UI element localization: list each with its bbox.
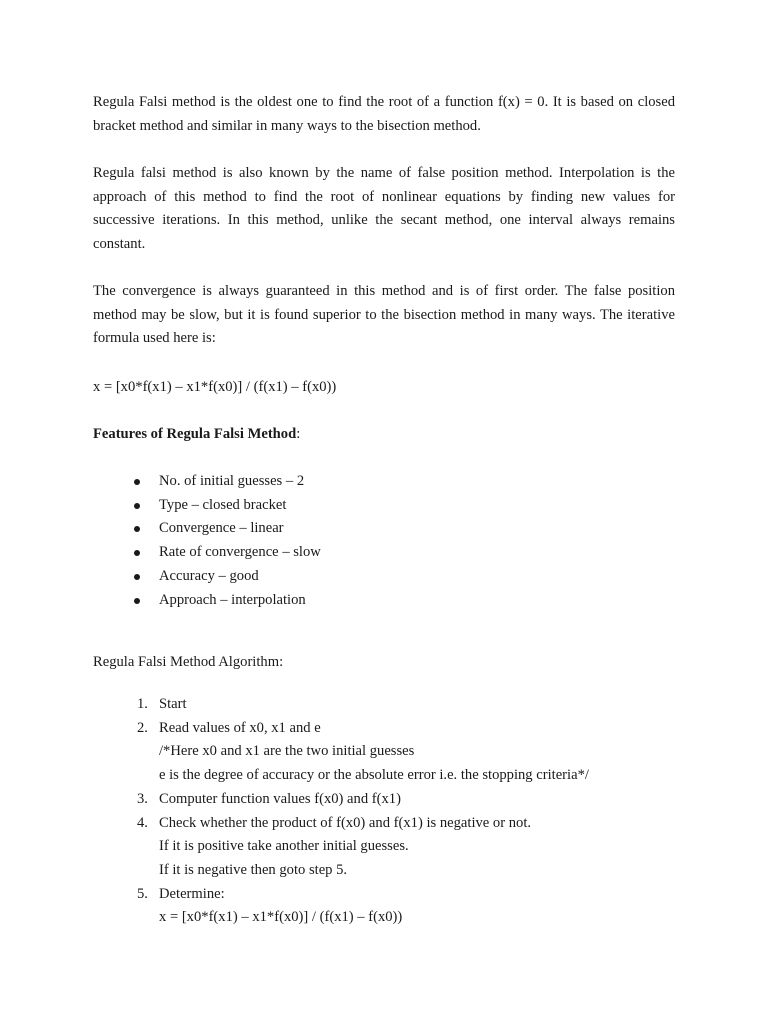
list-item [132, 541, 321, 565]
list-item [132, 693, 589, 717]
algorithm-steps [132, 693, 589, 930]
feature-text: Rate of convergence – slow [159, 544, 321, 561]
step-text: Computer function values f(x0) and f(x1) [159, 790, 401, 807]
bullet-dot-icon [134, 550, 140, 556]
list-item [132, 788, 589, 812]
features-heading-title: Features of Regula Falsi Method [93, 426, 297, 442]
feature-text: No. of initial guesses – 2 [159, 473, 305, 489]
list-item [132, 589, 321, 613]
convergence-paragraph: The convergence is always guaranteed in this method and is of first order. The false position method may be slow, but it is found superior to the bisection method in many ways. The iterative formula used here is: [93, 283, 675, 347]
step-number: 5. [137, 885, 148, 902]
step-number: 2. [137, 719, 148, 736]
list-item [132, 565, 321, 589]
step-text: Check whether the product of f(x0) and f(x1) is negative or not. [159, 814, 532, 831]
bullet-dot-icon [134, 526, 140, 532]
step-subtext: e is the degree of accuracy or the absolute error i.e. the stopping criteria*/ [159, 767, 589, 784]
algorithm-heading: Regula Falsi Method Algorithm: [93, 654, 284, 670]
definition-paragraph: Regula falsi method is also known by the name of false position method. Interpolation is the approach of this method to find the root of nonlinear equations by finding new values for successive iterations. In this method, unlike the secant method, one interval always remains constant. [93, 165, 675, 253]
step-subtext: If it is negative then goto step 5. [159, 861, 348, 878]
features-heading-colon: : [296, 426, 301, 442]
list-item [132, 883, 589, 930]
bullet-dot-icon [134, 598, 140, 604]
step-text: Start [159, 696, 187, 712]
iterative-formula: x = [x0*f(x1) – x1*f(x0)] / (f(x1) – f(x0)) [93, 379, 337, 395]
list-item [132, 812, 589, 883]
step-text: Read values of x0, x1 and e [159, 719, 321, 736]
step-number: 3. [137, 790, 148, 807]
feature-text: Approach – interpolation [159, 591, 306, 608]
step-subtext: /*Here x0 and x1 are the two initial guesses [159, 743, 415, 760]
intro-paragraph: Regula Falsi method is the oldest one to find the root of a function f(x) = 0. It is based on closed bracket method and similar in many ways to the bisection method. [93, 94, 675, 134]
feature-text: Accuracy – good [159, 567, 259, 584]
step-number: 1. [137, 696, 148, 712]
feature-text: Convergence – linear [159, 520, 284, 537]
list-item [132, 517, 321, 541]
features-heading [93, 423, 300, 447]
list-item [132, 470, 321, 494]
feature-text: Type – closed bracket [159, 496, 287, 513]
bullet-dot-icon [134, 503, 140, 509]
list-item [132, 717, 589, 788]
bullet-dot-icon [134, 574, 140, 580]
step-text: Determine: [159, 885, 225, 902]
step-number: 4. [137, 814, 148, 831]
step-formula: x = [x0*f(x1) – x1*f(x0)] / (f(x1) – f(x0)) [159, 909, 403, 926]
step-subtext: If it is positive take another initial guesses. [159, 838, 409, 855]
features-list [132, 470, 321, 612]
bullet-dot-icon [134, 479, 140, 485]
list-item [132, 494, 321, 518]
